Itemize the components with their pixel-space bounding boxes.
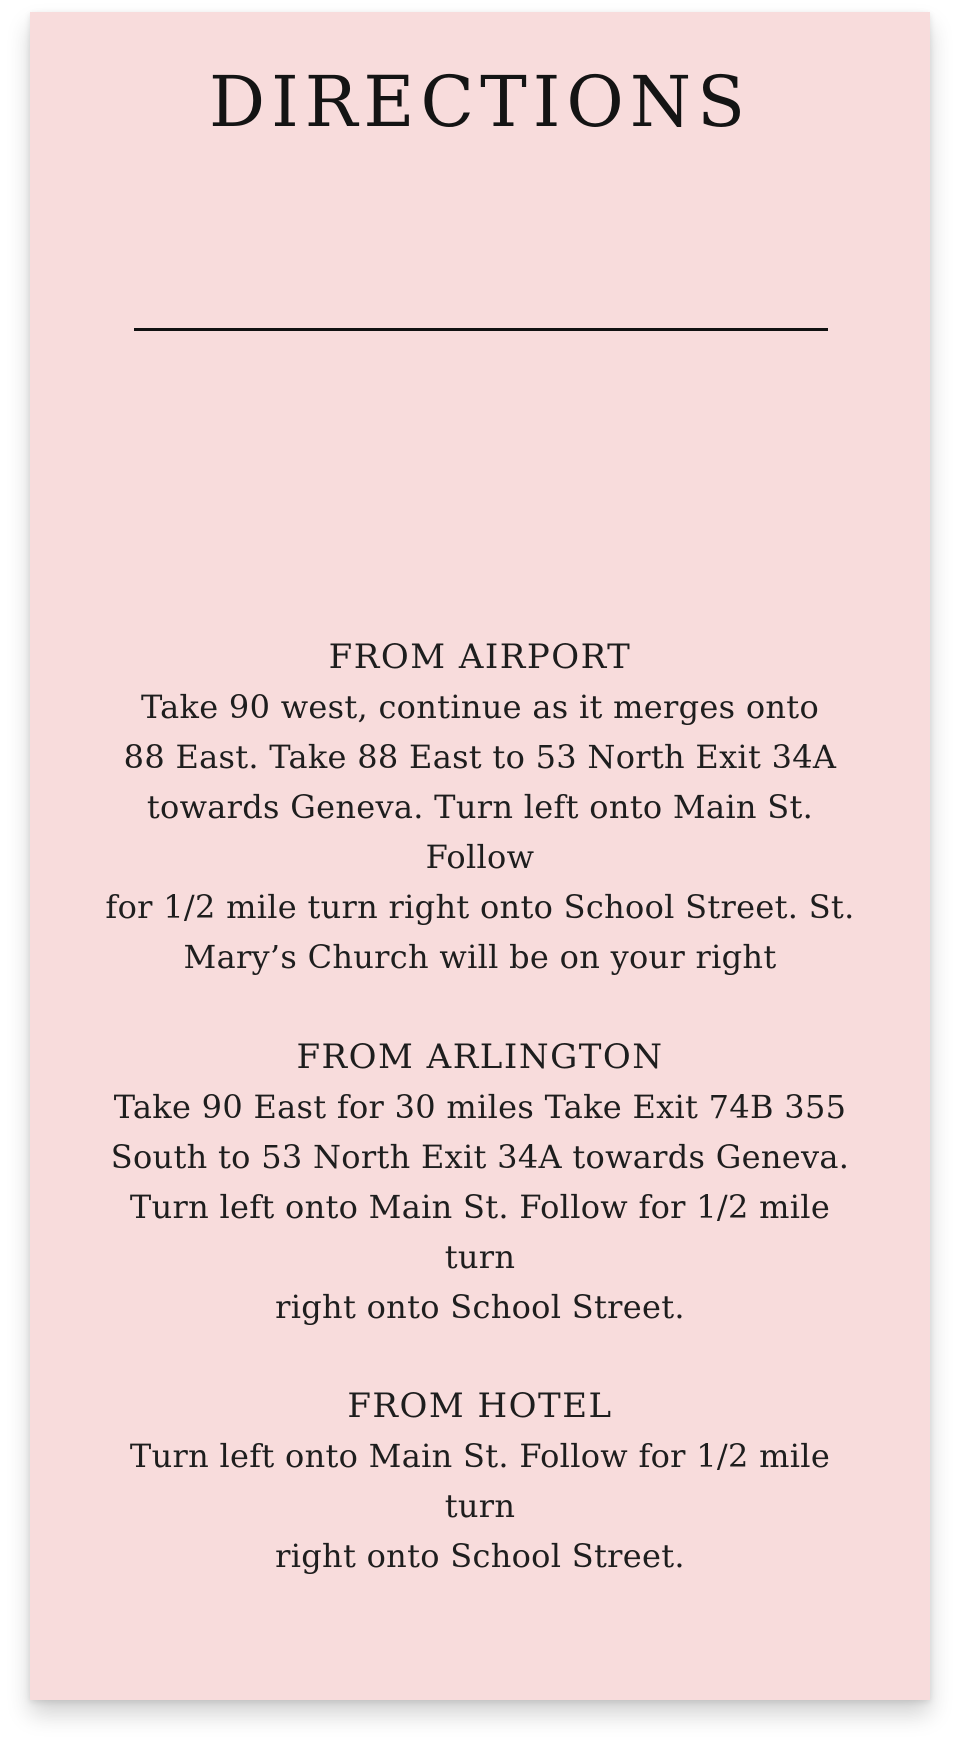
page-title: DIRECTIONS [208, 61, 752, 143]
section-body-hotel: Turn left onto Main St. Follow for 1/2 mile turn right onto School Street. [129, 1437, 831, 1575]
section-from-arlington [90, 1032, 870, 1332]
section-heading-arlington: FROM ARLINGTON [296, 1037, 664, 1077]
section-body-arlington: Take 90 East for 30 miles Take Exit 74B 355 South to 53 North Exit 34A towards Geneva. Turn left onto Main St. Follow for 1/2 mile turn right onto School Street. [110, 1088, 850, 1326]
section-from-airport [90, 632, 870, 982]
section-heading-hotel: FROM HOTEL [347, 1386, 613, 1426]
section-heading-airport: FROM AIRPORT [328, 637, 632, 677]
section-from-hotel [90, 1381, 870, 1581]
directions-card [30, 12, 930, 1700]
title-divider [134, 328, 828, 331]
section-body-airport: Take 90 west, continue as it merges onto 88 East. Take 88 East to 53 North Exit 34A towards Geneva. Turn left onto Main St. Follow for 1/2 mile turn right onto School Street. St. Mary’s Church will be on your right [105, 688, 855, 976]
